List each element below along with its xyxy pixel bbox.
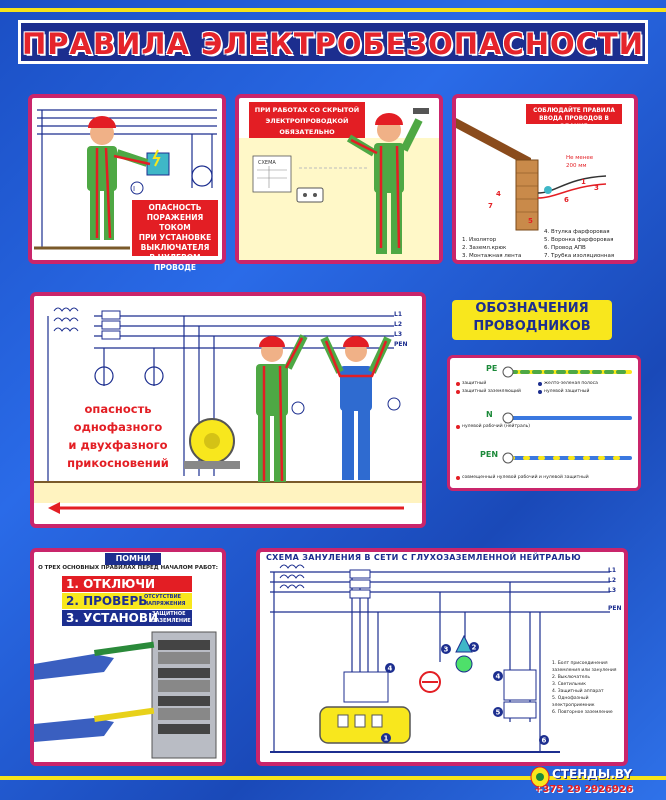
svg-text:1: 1: [383, 734, 389, 743]
legend-item: 3. Монтажная лента: [462, 253, 522, 259]
wire-entry-legend-right: [544, 228, 614, 260]
legend-item: 2. Заземл.крюк: [462, 245, 507, 251]
bus-label: L2: [608, 577, 616, 584]
rule-label: 1. ОТКЛЮЧИ: [66, 577, 156, 591]
pe-right-desc: [544, 380, 598, 396]
panel-conductors: [447, 355, 641, 491]
panel-remember: [30, 548, 226, 766]
n-label: N: [486, 410, 493, 419]
legend-item: 5. Однофазный электроприемник: [552, 696, 595, 708]
rule-switch-off: [62, 576, 192, 592]
desc-line: защитный заземляющий: [462, 389, 521, 394]
svg-text:5: 5: [528, 217, 533, 225]
warning-line: В НУЛЕВОМ ПРОВОДЕ: [149, 253, 201, 272]
brand-name: СТЕНДЫ.BY: [552, 767, 633, 781]
svg-text:3: 3: [594, 184, 599, 192]
panel-hidden-wiring: [235, 94, 443, 264]
scheme-title: СХЕМА ЗАНУЛЕНИЯ В СЕТИ С ГЛУХОЗАЗЕМЛЕННОЙ НЕЙТРАЛЬЮ: [266, 553, 581, 562]
page-title: ПРАВИЛА ЭЛЕКТРОБЕЗОПАСНОСТИ: [22, 27, 644, 61]
bus-labels: [394, 310, 408, 350]
bus-label: L1: [394, 311, 402, 318]
remember-heading: ПОМНИ: [104, 552, 162, 566]
switchboard: [152, 632, 216, 758]
warning-line: однофазного: [73, 420, 163, 434]
distance-note: [566, 154, 593, 170]
bus-label: PEN: [394, 341, 408, 348]
rule-label: 3. УСТАНОВИ: [66, 611, 159, 625]
panel-grounding-scheme: [256, 548, 628, 766]
brand-phone: +375 29 2926926: [534, 784, 633, 795]
warning-zero-wire: [130, 198, 220, 272]
conductors-heading: [452, 300, 612, 340]
svg-text:6: 6: [564, 196, 569, 204]
warning-line: ПОРАЖЕНИЯ ТОКОМ: [146, 213, 204, 232]
rule-install-note: ЗАЩИТНОЕ ЗАЗЕМЛЕНИЕ: [152, 611, 191, 624]
scheme-legend: [552, 660, 626, 716]
legend-item: 5. Воронка фарфоровая: [544, 237, 614, 243]
hammer: [413, 108, 429, 114]
heading-line: ОБОЗНАЧЕНИЯ: [475, 301, 589, 316]
legend-item: 3. Светильник: [552, 682, 586, 687]
heading-line: СОБЛЮДАЙТЕ ПРАВИЛА: [533, 108, 615, 114]
note-line: 200 мм: [566, 163, 587, 169]
desc-line: желто-зеленая полоса: [544, 381, 598, 386]
svg-text:4: 4: [495, 672, 501, 681]
desc-line: защитный: [462, 381, 487, 386]
svg-text:4: 4: [387, 664, 393, 673]
bus-label: L1: [608, 567, 616, 574]
svg-text:7: 7: [488, 202, 493, 210]
warning-line: и двухфазного: [68, 438, 168, 452]
top-stripe: [0, 8, 666, 12]
switch-box: [147, 153, 169, 175]
svg-text:6: 6: [541, 736, 547, 745]
legend-item: 6. Повторное заземление: [552, 710, 613, 715]
title-banner: [18, 20, 648, 64]
warning-line: ВЫКЛЮЧАТЕЛЯ: [140, 243, 210, 252]
svg-text:3: 3: [443, 645, 449, 654]
lamp: [456, 656, 472, 672]
legend-item: 7. Трубка изоляционная: [544, 253, 615, 259]
warning-line: опасность: [84, 402, 152, 416]
heading-line: ПРОВОДНИКОВ: [473, 319, 591, 334]
legend-item: 2. Выключатель: [552, 675, 591, 680]
touch-danger-warning: [58, 400, 178, 472]
heading-line: ВВОДА ПРОВОДОВ В ЗДАНИЕ: [539, 116, 609, 130]
warning-line: прикосновений: [67, 456, 169, 470]
bus-label: L3: [394, 331, 402, 338]
panel-zero-wire-switch: [28, 94, 226, 272]
n-desc: нулевой рабочий (нейтраль): [462, 424, 531, 429]
svg-text:4: 4: [496, 190, 501, 198]
pe-left-desc: [462, 380, 521, 396]
scheme-diagram: [260, 552, 624, 762]
schema-label: СХЕМА: [258, 160, 276, 166]
pen-label: PEN: [480, 450, 499, 459]
bus-label: L2: [394, 321, 402, 328]
rule-check-note: ОТСУТСТВИЕ НАПРЯЖЕНИЯ: [144, 594, 186, 607]
legend-item: 4. Защитный аппарат: [552, 689, 604, 694]
warning-line: ПРИ УСТАНОВКЕ: [138, 233, 212, 242]
pe-label: PE: [486, 364, 498, 373]
bus-label: L3: [608, 587, 616, 594]
remember-intro: О ТРЕХ ОСНОВНЫХ ПРАВИЛАХ ПЕРЕД НАЧАЛОМ РАБОТ:: [38, 565, 218, 571]
wire-entry-legend-left: [462, 236, 521, 260]
legend-item: 6. Провод АПВ: [544, 245, 586, 251]
svg-text:2: 2: [471, 643, 477, 652]
note-line: Не менее: [566, 155, 594, 161]
note-line: ЭЛЕКТРОПРОВОДКОЙ ОБЯЗАТЕЛЬНО: [265, 117, 349, 136]
scheme-bus-labels: [608, 566, 622, 614]
panel-touch-danger: [30, 292, 426, 528]
svg-text:1: 1: [581, 178, 586, 186]
hidden-wiring-illustration: [239, 98, 439, 260]
note-line: ПРИ РАБОТАХ СО СКРЫТОЙ: [254, 106, 360, 114]
panel-wire-entry: [452, 94, 638, 264]
svg-text:I: I: [133, 185, 136, 193]
legend-item: 1. Изолятор: [462, 237, 497, 243]
pen-desc: совмещенный нулевой рабочий и нулевой защитный: [462, 475, 589, 480]
socket: [297, 188, 323, 202]
svg-text:5: 5: [495, 708, 501, 717]
bus-label: PEN: [608, 605, 622, 612]
legend-item: 4. Втулка фарфоровая: [544, 229, 610, 235]
desc-line: нулевой защитный: [544, 389, 590, 394]
tester-illustration: [34, 628, 222, 762]
legend-item: 1. Болт присоединения заземления или зануления: [552, 661, 617, 673]
rule-label: 2. ПРОВЕРЬ: [66, 594, 148, 608]
warning-line: ОПАСНОСТЬ: [148, 203, 202, 212]
